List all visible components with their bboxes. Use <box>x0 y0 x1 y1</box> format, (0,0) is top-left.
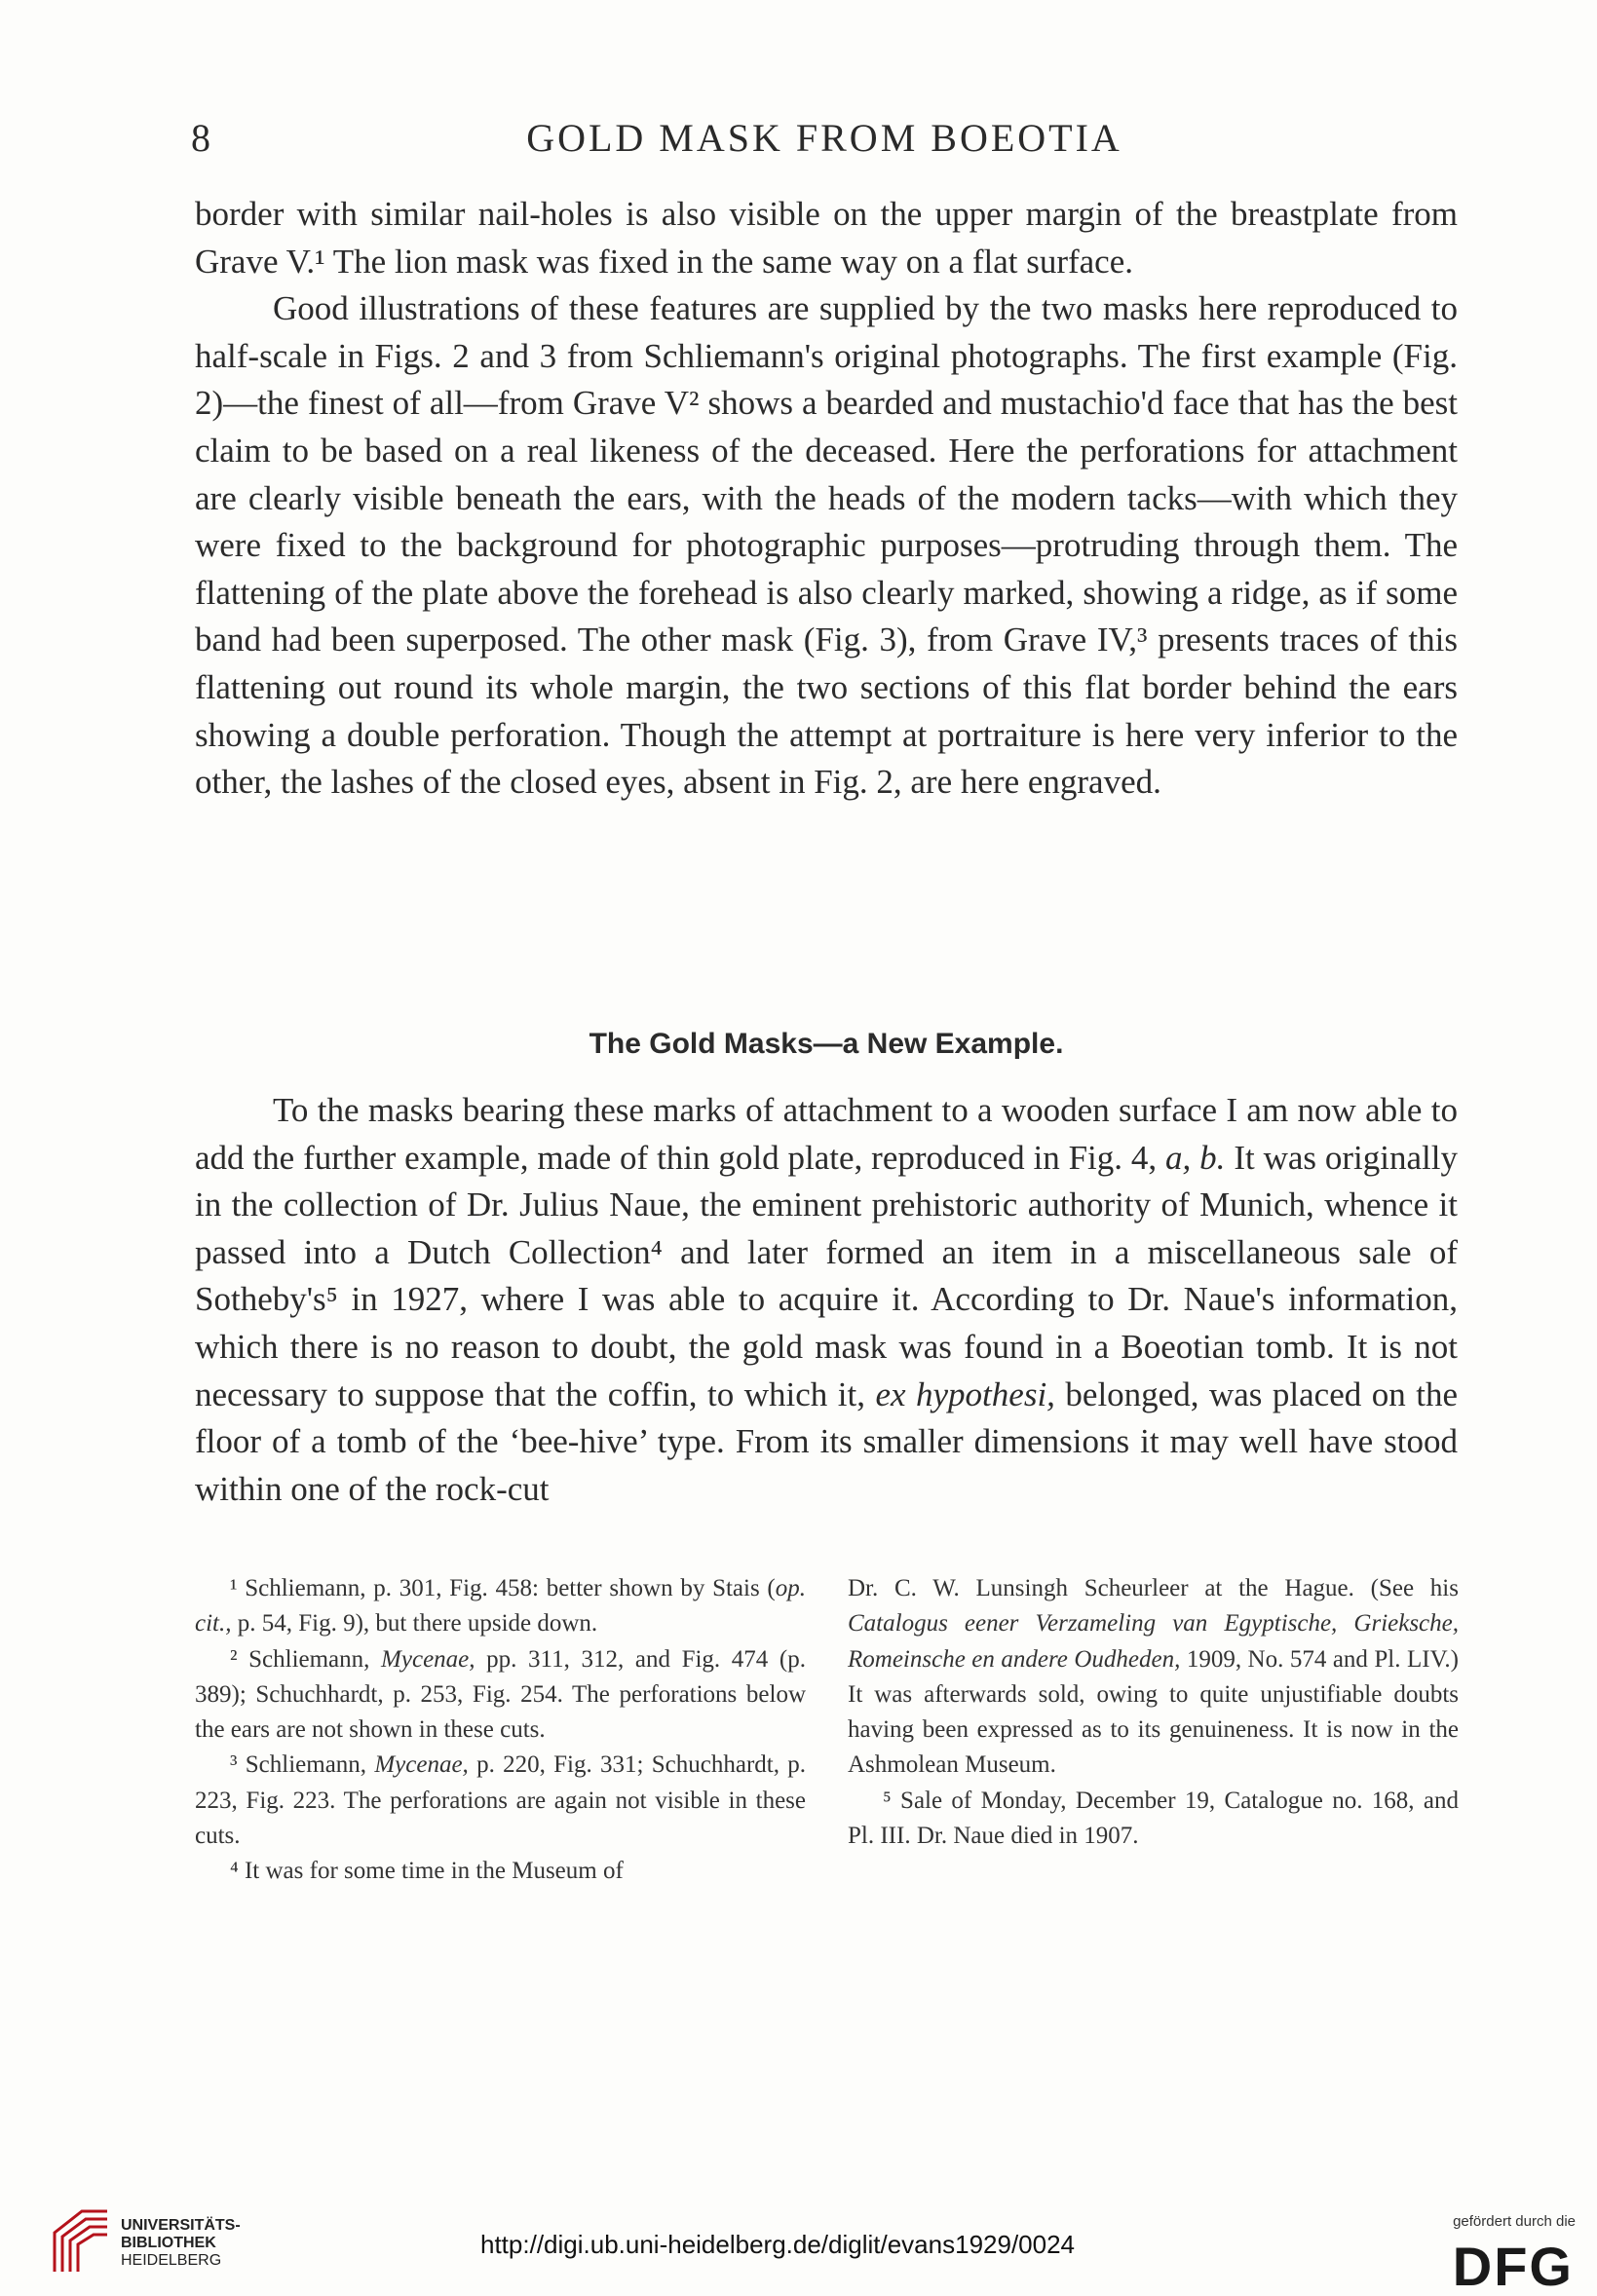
section-heading: The Gold Masks—a New Example. <box>589 1028 1064 1060</box>
library-name-line-1: UNIVERSITÄTS- <box>121 2217 241 2234</box>
library-name-line-3: HEIDELBERG <box>121 2252 222 2269</box>
paragraph-1: border with similar nail-holes is also visible on the upper margin of the breastplate from Grave V.¹ The lion mask was fixed in the same way on a flat surface. <box>195 195 1458 281</box>
page-number: 8 <box>191 116 211 160</box>
footnote-2-text-b: pp. 311, 312, and Fig. 474 (p. 389); Schuchhardt, p. 253, Fig. 254. The perforations below the ears are not shown in these cuts. <box>195 1645 807 1744</box>
paragraph-3-figure-letters: a, b. <box>1165 1138 1226 1177</box>
footnote-1-text-a: ¹ Schliemann, p. 301, Fig. 458: better shown by Stais ( <box>230 1575 776 1601</box>
dfg-logo-text: DFG <box>1452 2239 1574 2289</box>
footnote-1-op-cit: op. cit., <box>195 1575 806 1637</box>
body-text <box>195 191 1458 807</box>
paragraph-3-latin: ex hypothesi, <box>875 1374 1055 1413</box>
footnote-3 <box>195 1748 806 1854</box>
footnote-1-text-b: p. 54, Fig. 9), but there upside down. <box>231 1610 598 1637</box>
paragraph-2: Good illustrations of these features are supplied by the two masks here reproduced to half-scale in Figs. 2 and 3 from Schliemann's original photographs. The first example (Fig. 2)—the finest of all—from Grave V² shows a bearded and mustachio'd face that has the best claim to be based on a real likeness of the deceased. Here the perforations for attachment are clearly visible beneath the ears, with the heads of the modern tacks—with which they were fixed to the background for photographic purposes—protruding through them. The flattening of the plate above the forehead is also clearly marked, showing a ridge, as if some band had been superposed. The other mask (Fig. 3), from Grave IV,³ presents traces of this flattening out round its whole margin, the two sections of this flat border behind the ears showing a double perforation. Though the attempt at portraiture is here very inferior to the other, the lashes of the closed eyes, absent in Fig. 2, are here engraved. <box>195 289 1458 802</box>
footnote-2-text-a: ² Schliemann, <box>230 1645 382 1673</box>
running-head <box>191 115 1458 173</box>
footnote-3-mycenae: Mycenae, <box>374 1751 469 1779</box>
footnote-4-continued <box>848 1571 1459 1784</box>
footnote-5: ⁵ Sale of Monday, December 19, Catalogue no. 168, and Pl. III. Dr. Naue died in 1907. <box>848 1787 1459 1850</box>
digitization-footer <box>0 2172 1597 2296</box>
paragraph-3 <box>195 1087 1458 1513</box>
footnote-3-text-b: p. 220, Fig. 331; Schuchhardt, p. 223, Fig. 223. The perforations are again not visible in these cuts. <box>195 1751 806 1850</box>
footnote-2 <box>195 1642 806 1749</box>
running-title: GOLD MASK FROM BOEOTIA <box>526 116 1122 160</box>
footnote-4: ⁴ It was for some time in the Museum of <box>230 1858 624 1885</box>
footnote-4-cont-text-a: Dr. C. W. Lunsingh Scheurleer at the Hague. (See his <box>848 1575 1459 1601</box>
body-text-continued <box>195 1087 1458 1513</box>
library-name <box>121 2217 241 2270</box>
footnote-1 <box>195 1571 806 1642</box>
library-logo-icon <box>51 2207 111 2276</box>
footnotes-left-column <box>195 1571 806 1890</box>
funding-label: gefördert durch die <box>1453 2213 1576 2230</box>
paragraph-3-part-c: belonged, was placed on the floor of a tomb of the ‘bee-hive’ type. From its smaller dimensions it may well have stood within one of the rock-cut <box>195 1374 1458 1508</box>
permalink-url[interactable]: http://digi.ub.uni-heidelberg.de/diglit/evans1929/0024 <box>480 2230 1076 2259</box>
footnote-3-text-a: ³ Schliemann, <box>230 1751 375 1779</box>
footnote-2-mycenae: Mycenae, <box>381 1645 475 1673</box>
footnote-4-catalogue-title: Catalogus eener Verzameling van Egyptische, Grieksche, Romeinsche en andere Oudheden, <box>848 1610 1459 1673</box>
dfg-logo-icon <box>1439 2239 1576 2289</box>
footnotes-right-column <box>848 1571 1459 1854</box>
footnote-4-cont-text-b: 1909, No. 574 and Pl. LIV.) It was afterwards sold, owing to quite unjustifiable doubts having been expressed as to its genuineness. It is now in the Ashmolean Museum. <box>848 1645 1459 1779</box>
paragraph-3-part-b: It was originally in the collection of Dr. Julius Naue, the eminent prehistoric authority of Munich, whence it passed into a Dutch Collection⁴ and later formed an item in a miscellaneous sale of Sotheby's⁵ in 1927, where I was able to acquire it. According to Dr. Naue's information, which there is no reason to doubt, the gold mask was found in a Boeotian tomb. It is not necessary to suppose that the coffin, to which it, <box>195 1138 1458 1413</box>
library-name-line-2: BIBLIOTHEK <box>121 2235 216 2251</box>
paragraph-3-part-a: To the masks bearing these marks of attachment to a wooden surface I am now able to add the further example, made of thin gold plate, reproduced in Fig. 4, <box>195 1091 1458 1177</box>
